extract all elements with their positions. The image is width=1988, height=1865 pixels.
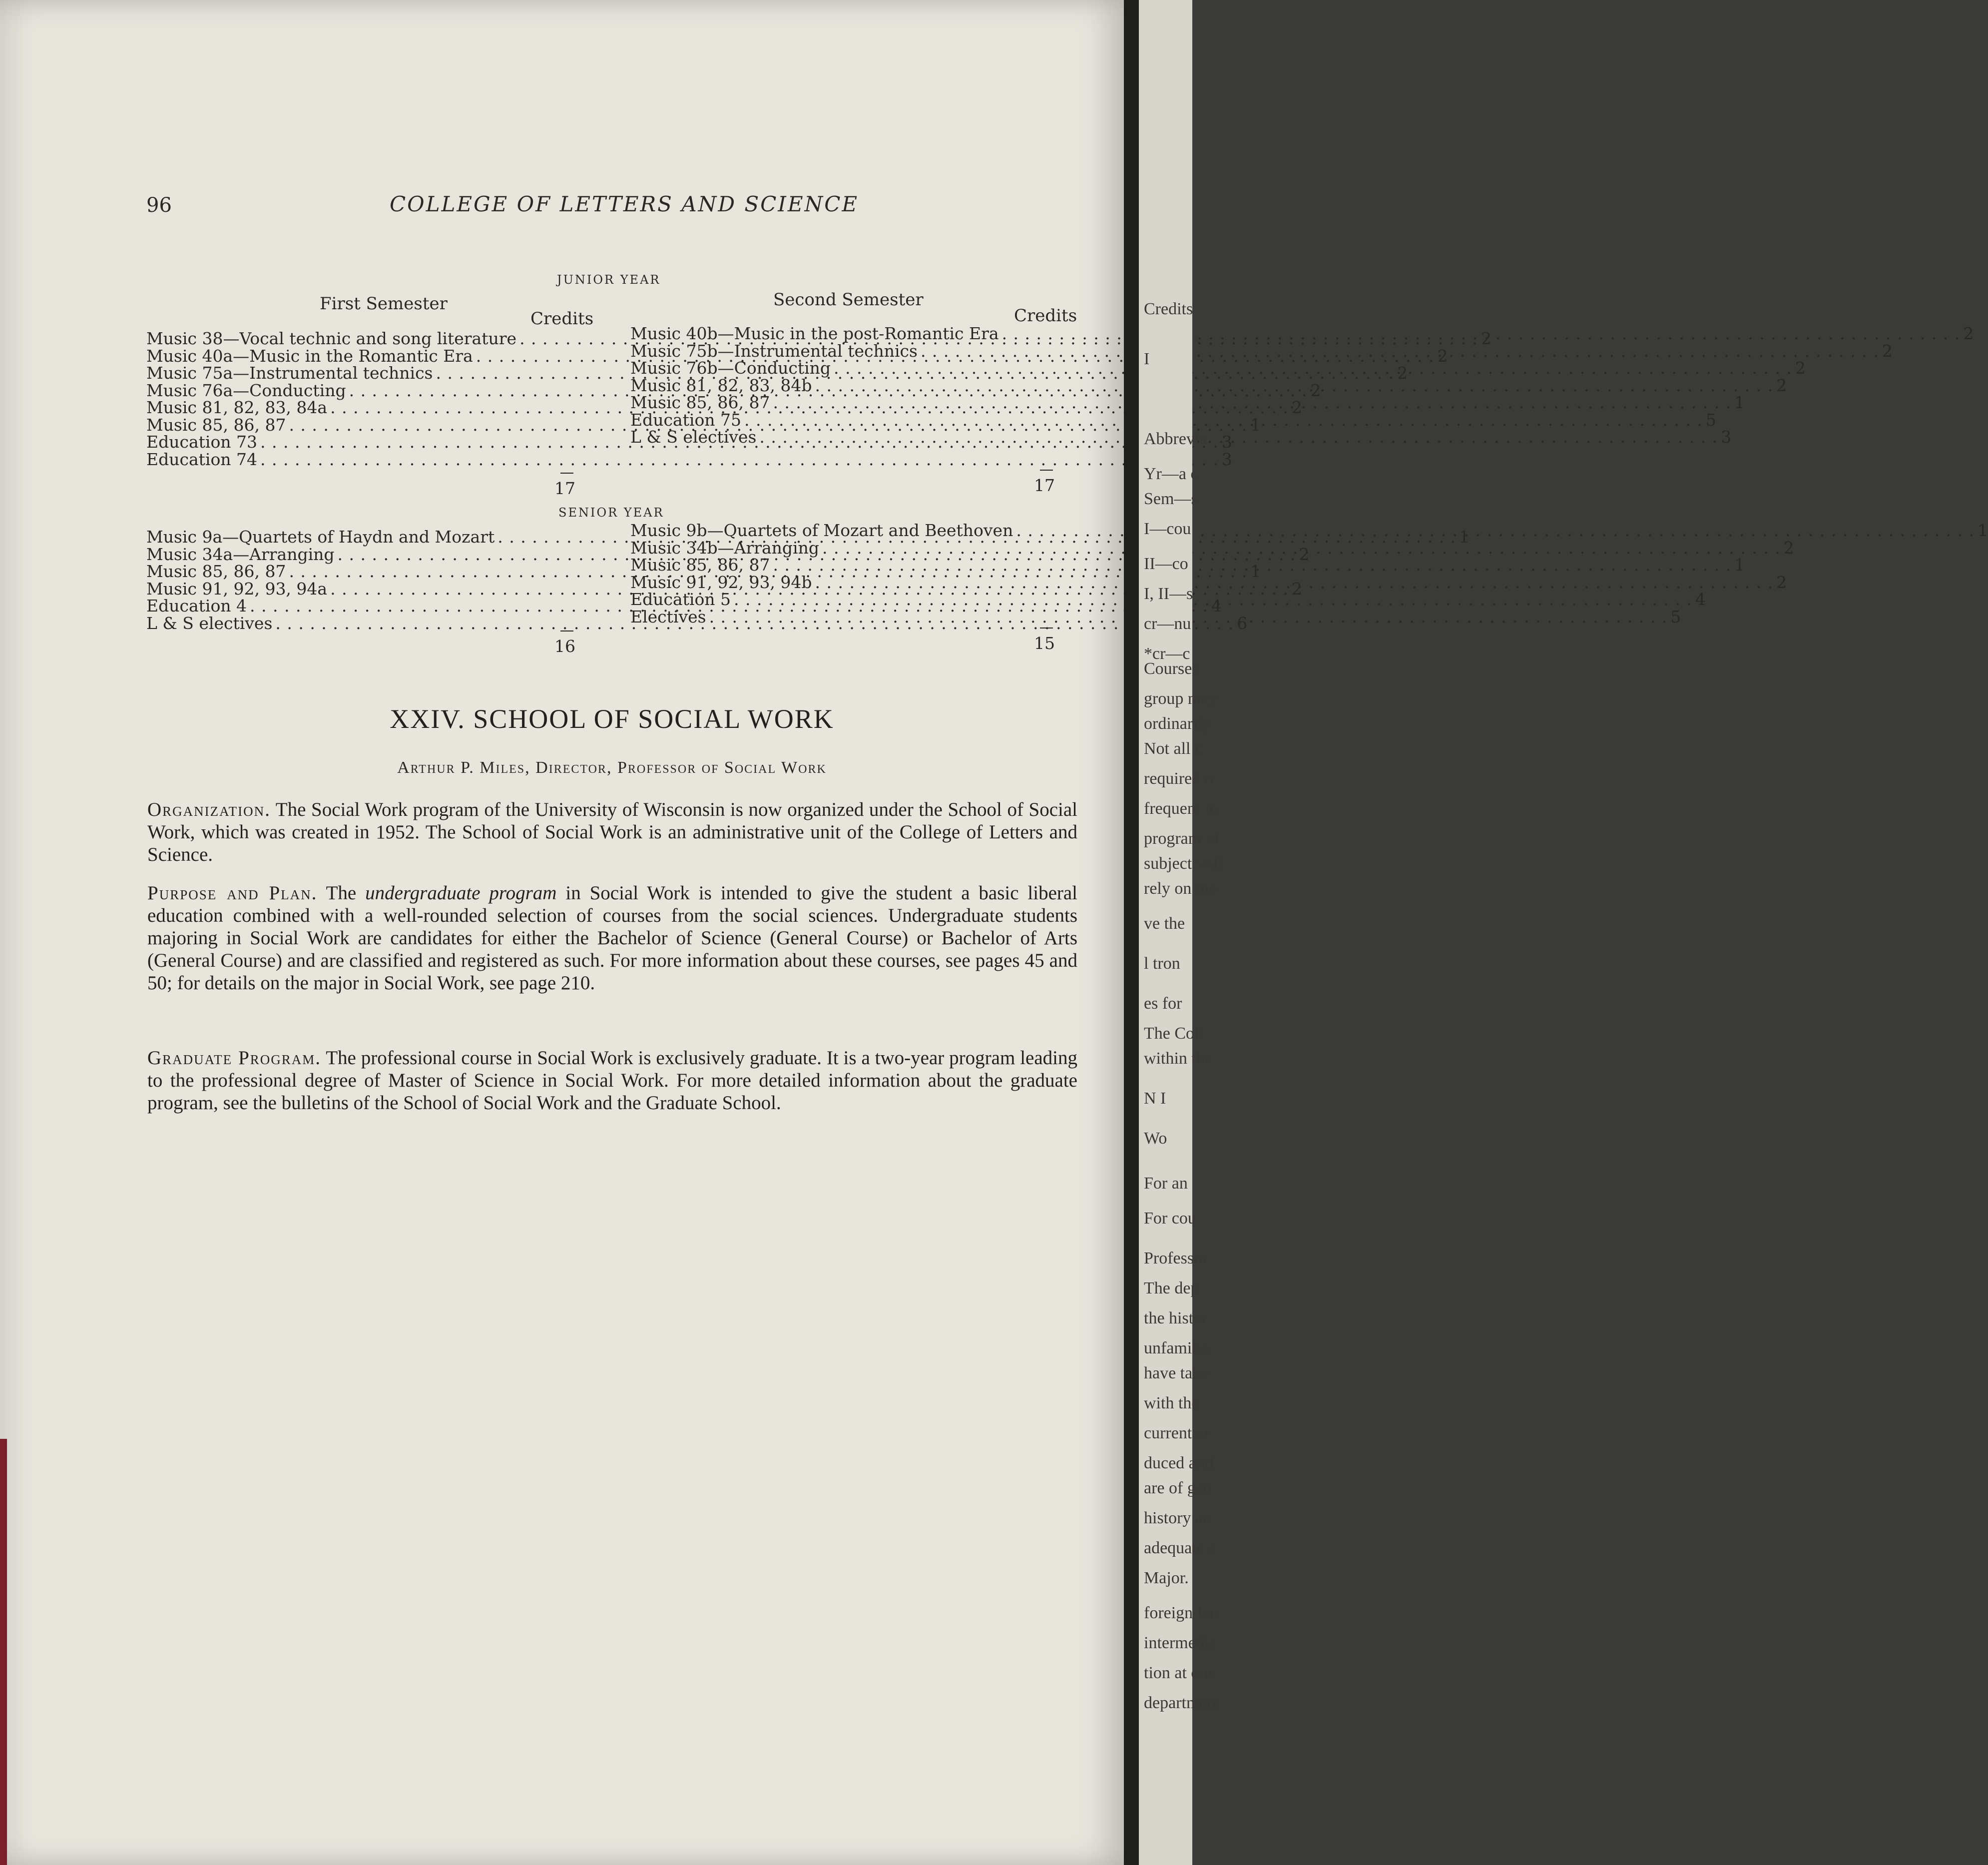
course-credits: 1 — [1734, 393, 1745, 412]
dot-leader — [260, 451, 1219, 469]
adjacent-page-fragment: frequent in — [1144, 799, 1218, 818]
dot-leader — [773, 557, 1731, 574]
adjacent-page-fragment: with the — [1144, 1394, 1199, 1412]
course-name: Music 40a—Music in the Romantic Era — [146, 346, 473, 366]
course-credits: 2 — [1481, 329, 1491, 348]
course-name: Music 9b—Quartets of Mozart and Beethoven — [630, 521, 1013, 540]
adjacent-page-edge — [1139, 0, 1223, 1865]
running-title: COLLEGE OF LETTERS AND SCIENCE — [390, 192, 859, 216]
senior-first-total-rule — [560, 630, 573, 631]
adjacent-page-fragment: I—cou — [1144, 520, 1191, 538]
adjacent-page-fragment: The Coll — [1144, 1024, 1204, 1043]
dot-leader — [921, 343, 1879, 360]
adjacent-page-fragment: subject will — [1144, 854, 1223, 873]
organization-paragraph — [147, 798, 1077, 866]
adjacent-page-fragment: Major. — [1144, 1569, 1189, 1587]
organization-lead: Organization. — [147, 799, 271, 820]
course-name: Music 34a—Arranging — [146, 544, 335, 564]
adjacent-page-fragment: rely on the — [1144, 879, 1217, 898]
course-name: Music 38—Vocal technic and song literature — [146, 329, 517, 348]
purpose-lead: Purpose and Plan. — [147, 882, 318, 904]
adjacent-page-fragment: es for — [1144, 994, 1182, 1013]
course-credits: 2 — [1437, 346, 1448, 366]
course-credits: 2 — [1776, 572, 1787, 592]
junior-first-total: 17 — [554, 479, 575, 498]
adjacent-page-fragment: Yr—a c — [1144, 465, 1198, 483]
course-name: Music 91, 92, 93, 94a — [146, 579, 328, 599]
course-name: Music 75a—Instrumental technics — [146, 363, 433, 383]
course-credits: 2 — [1795, 358, 1806, 378]
course-name: Music 81, 82, 83, 84a — [146, 398, 328, 417]
course-name: Music 91, 92, 93, 94b — [630, 572, 812, 592]
adjacent-page-fragment: l tron — [1144, 954, 1180, 973]
course-name: Electives — [630, 607, 706, 626]
course-credits: 3 — [1221, 449, 1232, 469]
course-credits: 1 — [1250, 415, 1261, 435]
course-row — [630, 375, 1787, 395]
senior-first-total: 16 — [554, 636, 575, 656]
organization-text: The Social Work program of the University of Wisconsin is now organized under the School of Social Work, which was created in 1952. The School of Social Work is an administrative unit of the College of Letters and Science. — [147, 799, 1077, 865]
course-name: Education 75 — [630, 410, 742, 430]
purpose-paragraph — [147, 882, 1077, 994]
course-credits: 2 — [1882, 341, 1893, 361]
adjacent-page-fragment: current ar — [1144, 1424, 1210, 1442]
book-edge — [0, 1439, 7, 1865]
course-name: Music 81, 82, 83, 84b — [630, 375, 812, 395]
course-credits: 2 — [1783, 538, 1794, 558]
graduate-lead: Graduate Program. — [147, 1047, 322, 1069]
dot-leader — [815, 574, 1774, 592]
adjacent-page-fragment: The dep — [1144, 1279, 1199, 1297]
course-name: Music 76a—Conducting — [146, 380, 346, 400]
adjacent-page-fragment: Not all c — [1144, 739, 1203, 758]
book-gutter — [1124, 0, 1139, 1865]
course-row — [630, 358, 1806, 378]
course-row — [630, 393, 1745, 412]
adjacent-page-fragment: required o — [1144, 769, 1213, 788]
senior-year-label: SENIOR YEAR — [558, 506, 664, 520]
adjacent-page-fragment: are of gen — [1144, 1479, 1212, 1497]
course-name: Music 85, 86, 87 — [146, 415, 286, 435]
course-name: L & S electives — [146, 613, 273, 633]
adjacent-page-fragment: N I — [1144, 1089, 1166, 1108]
course-row — [630, 538, 1794, 558]
course-credits: 5 — [1670, 607, 1681, 626]
course-credits: 6 — [1237, 613, 1248, 633]
dot-leader — [734, 591, 1692, 609]
course-name: Education 74 — [146, 449, 258, 469]
adjacent-page-fragment: Courses — [1144, 659, 1199, 678]
adjacent-page-fragment: history an — [1144, 1509, 1212, 1527]
course-name: L & S electives — [630, 427, 757, 447]
course-credits: 3 — [1721, 427, 1732, 447]
graduate-paragraph — [147, 1047, 1077, 1114]
course-credits: 1 — [1459, 527, 1470, 547]
course-credits: 2 — [1291, 398, 1302, 417]
senior-second-total: 15 — [1034, 633, 1055, 653]
adjacent-page-fragment: group may — [1144, 689, 1217, 708]
dot-leader — [759, 429, 1718, 446]
course-credits: 2 — [1963, 324, 1974, 343]
course-row — [630, 324, 1974, 343]
adjacent-page-fragment: cr—nu — [1144, 615, 1191, 633]
course-credits: 2 — [1776, 375, 1787, 395]
adjacent-page-fragment: Abbrevia — [1144, 430, 1207, 448]
junior-first-semester-heading: First Semester — [320, 294, 448, 314]
adjacent-page-fragment: *cr—c — [1144, 644, 1190, 663]
course-row — [630, 410, 1716, 430]
junior-first-credits-label: Credits — [530, 309, 594, 329]
course-name: Music 40b—Music in the post-Romantic Era — [630, 324, 999, 343]
adjacent-page-fragment: the histor — [1144, 1309, 1208, 1327]
course-credits: 3 — [1221, 432, 1232, 452]
adjacent-page-fragment: ordinarily — [1144, 714, 1211, 733]
course-credits: 1 — [1734, 555, 1745, 575]
adjacent-page-fragment: have take — [1144, 1364, 1209, 1382]
adjacent-page-fragment: Sem—s — [1144, 490, 1198, 508]
adjacent-page-fragment: tion at one — [1144, 1664, 1216, 1682]
course-name: Education 4 — [146, 596, 247, 616]
adjacent-page-fragment: I, II—s — [1144, 585, 1193, 603]
course-name: Education 73 — [146, 432, 258, 452]
page-number: 96 — [146, 194, 172, 217]
course-row — [630, 572, 1787, 592]
adjacent-page-fragment: department — [1144, 1694, 1220, 1712]
adjacent-page-fragment: For an — [1144, 1174, 1188, 1193]
adjacent-page-fragment: foreign lan — [1144, 1604, 1218, 1622]
adjacent-page-fragment: I — [1144, 350, 1150, 368]
purpose-emphasis: undergraduate program — [365, 882, 557, 904]
course-credits: 4 — [1211, 596, 1222, 616]
course-name: Music 85, 86, 87 — [630, 393, 770, 412]
junior-second-credits-label: Credits — [1014, 306, 1077, 326]
course-credits: 1 — [1250, 562, 1261, 581]
adjacent-page-fragment: II—co — [1144, 555, 1188, 573]
senior-second-total-rule — [1040, 627, 1053, 628]
course-credits: 1 — [1978, 521, 1988, 540]
purpose-text-2: in Social Work is intended to give the student a basic liberal education combined with a well-rounded selection of courses from the social sciences. Undergraduate students majoring in Social Work are candidates for either the Bachelor of Science (General Course) or Bachelor of Arts (General Course) and are classified and registered as such. For more information about these courses, see pages 45 and 50; for details on the major in Social Work, see page 210. — [147, 882, 1078, 994]
course-credits: 2 — [1299, 544, 1310, 564]
junior-second-semester-heading: Second Semester — [773, 290, 924, 310]
course-name: Education 5 — [630, 590, 731, 609]
adjacent-page-fragment: For cou — [1144, 1209, 1196, 1228]
adjacent-page-fragment: within the — [1144, 1049, 1212, 1068]
course-name: Music 75b—Instrumental technics — [630, 341, 918, 361]
dot-leader — [773, 394, 1731, 412]
adjacent-page-fragment: adequate s — [1144, 1539, 1215, 1557]
course-name: Music 85, 86, 87 — [630, 555, 770, 575]
junior-second-total-rule — [1040, 470, 1053, 471]
course-credits: 2 — [1310, 380, 1321, 400]
course-name: Music 34b—Arranging — [630, 538, 819, 558]
section-byline: Arthur P. Miles, Director, Professor of Social Work — [397, 758, 827, 777]
course-name: Music 76b—Conducting — [630, 358, 831, 378]
course-row — [146, 449, 1232, 469]
junior-first-total-rule — [560, 473, 573, 474]
adjacent-page-fragment: Credits — [1144, 300, 1193, 318]
graduate-text: The professional course in Social Work is exclusively graduate. It is a two-year program leading to the professional degree of Master of Science in Social Work. For more detailed information about the graduate program, see the bulletins of the School of Social Work and the Graduate School. — [147, 1047, 1077, 1114]
course-row — [630, 341, 1893, 361]
adjacent-page-fragment: duced and — [1144, 1454, 1213, 1472]
junior-second-total: 17 — [1034, 476, 1055, 495]
adjacent-page-fragment: Wo — [1144, 1129, 1167, 1148]
adjacent-page-fragment: intermedia — [1144, 1634, 1217, 1652]
dot-leader — [834, 360, 1792, 377]
adjacent-page-fragment: unfamilia — [1144, 1339, 1209, 1357]
junior-year-label: JUNIOR YEAR — [557, 273, 661, 287]
purpose-text-1: The — [326, 882, 357, 904]
adjacent-page-fragment: program of — [1144, 829, 1220, 848]
dot-leader — [822, 540, 1781, 557]
course-credits: 4 — [1695, 590, 1706, 609]
course-credits: 5 — [1705, 410, 1716, 430]
adjacent-page-fragment: Professor — [1144, 1249, 1208, 1267]
dot-leader — [744, 412, 1703, 429]
adjacent-page-fragment: ve the — [1144, 914, 1185, 933]
course-name: Music 9a—Quartets of Haydn and Mozart — [146, 527, 495, 547]
course-credits: 2 — [1291, 579, 1302, 599]
dot-leader — [815, 377, 1774, 395]
section-title: XXIV. SCHOOL OF SOCIAL WORK — [390, 704, 834, 734]
course-name: Music 85, 86, 87 — [146, 562, 286, 581]
course-credits: 2 — [1397, 363, 1408, 383]
